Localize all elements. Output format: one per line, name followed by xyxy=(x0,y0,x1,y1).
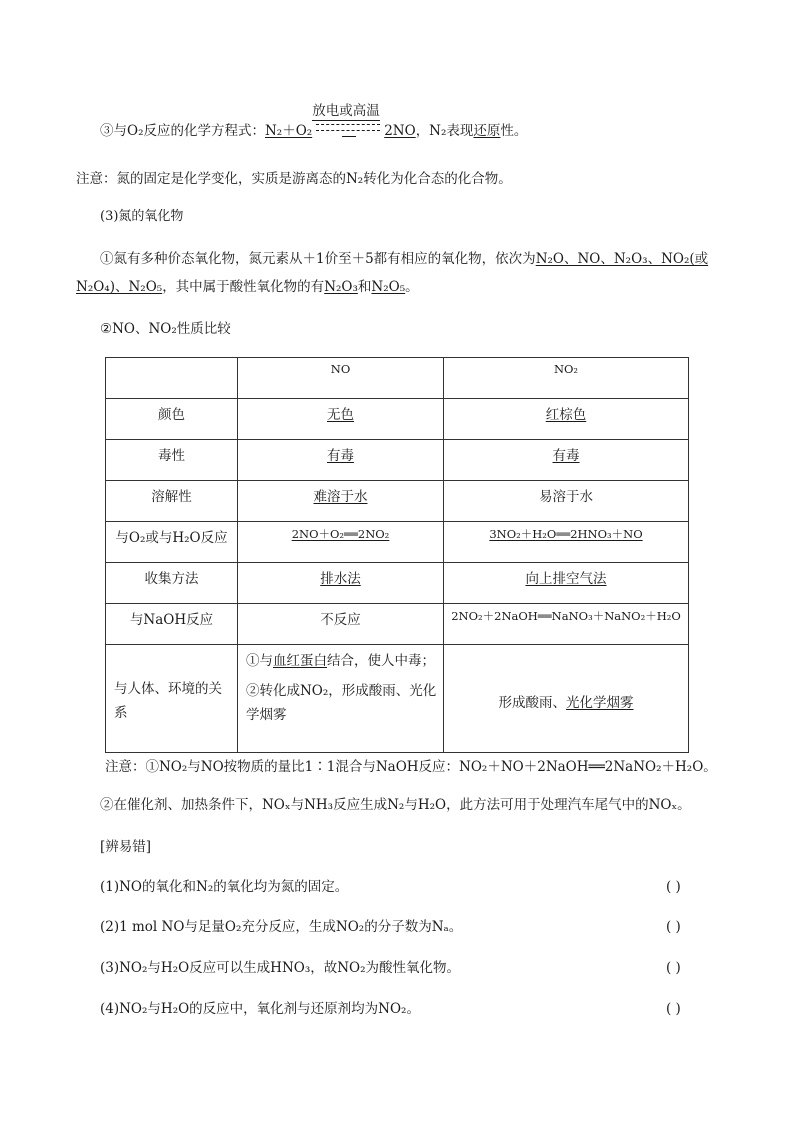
reaction-product: 2NO xyxy=(384,123,416,139)
oxides-mid: ，其中属于酸性氧化物的有 xyxy=(162,279,325,295)
no-color xyxy=(238,399,444,440)
reaction-line xyxy=(100,102,750,144)
answer-bracket-4[interactable]: ( ) xyxy=(666,1001,681,1017)
no-collection xyxy=(238,563,444,604)
equals-sign xyxy=(316,124,380,131)
no2-environment xyxy=(444,645,689,753)
row-label-environment: 与人体、环境的关系 xyxy=(106,645,238,753)
oxides-end: 。 xyxy=(405,279,419,295)
answer-bracket-2[interactable]: ( ) xyxy=(666,919,681,935)
no-environment xyxy=(238,645,444,753)
acidic-oxide-2: N₂O₅ xyxy=(371,279,406,295)
reaction-mid: ，N₂表现 xyxy=(415,123,474,139)
header-empty xyxy=(106,358,238,399)
table-row xyxy=(106,563,689,604)
row-label-naoh: 与NaOH反应 xyxy=(106,604,238,645)
list-item xyxy=(100,914,750,940)
condition-bar xyxy=(342,136,356,137)
comparison-table xyxy=(105,357,689,753)
no-collection-value: 排水法 xyxy=(320,571,361,587)
no2-toxicity-value: 有毒 xyxy=(552,448,580,464)
no-solubility-value: 难溶于水 xyxy=(313,489,368,505)
no2-env-pre: 形成酸雨、 xyxy=(498,694,566,711)
section-title-oxides: (3)氮的氧化物 xyxy=(100,209,184,224)
table-row xyxy=(106,440,689,481)
oxides-answer-1: N₂O、NO、N₂O₃、NO₂(或 xyxy=(535,251,709,267)
no-reaction-value: 2NO＋O₂══2NO₂ xyxy=(291,527,390,541)
no-solubility xyxy=(238,481,444,522)
list-item xyxy=(100,996,750,1022)
note-mixture-reaction: 注意：①NO₂与NO按物质的量比1∶1混合与NaOH反应：NO₂＋NO＋2NaOH══2NaNO₂＋H₂O。 xyxy=(105,759,717,775)
no2-toxicity xyxy=(444,440,689,481)
item-text-3: (3)NO₂与H₂O反应可以生成HNO₃，故NO₂为酸性氧化物。 xyxy=(100,960,461,976)
row-label-color: 颜色 xyxy=(106,399,238,440)
reaction-intro: ③与O₂反应的化学方程式： xyxy=(100,123,265,139)
no2-env-answer: 光化学烟雾 xyxy=(566,694,634,711)
table-row xyxy=(106,399,689,440)
no2-collection-value: 向上排空气法 xyxy=(525,571,607,587)
no-naoh: 不反应 xyxy=(238,604,444,645)
no2-color xyxy=(444,399,689,440)
reaction-answer: 还原 xyxy=(473,123,501,139)
item-text-1: (1)NO的氧化和N₂的氧化均为氮的固定。 xyxy=(100,879,349,895)
table-row xyxy=(106,645,689,753)
no-environment-a xyxy=(246,649,439,673)
no-env-a-post: 结合，使人中毒； xyxy=(327,653,435,669)
row-label-toxicity: 毒性 xyxy=(106,440,238,481)
reaction-tail: 性。 xyxy=(500,123,528,139)
oxides-para-line2 xyxy=(76,274,726,300)
no-toxicity xyxy=(238,440,444,481)
oxides-and: 和 xyxy=(357,279,372,295)
note-nitrogen-fixation: 注意：氮的固定是化学变化，实质是游离态的N₂转化为化合态的化合物。 xyxy=(76,171,512,187)
item-text-4: (4)NO₂与H₂O的反应中，氧化剂与还原剂均为NO₂。 xyxy=(100,1001,420,1017)
comparison-title: ②NO、NO₂性质比较 xyxy=(100,321,231,337)
no-env-a-answer: 血红蛋白 xyxy=(273,653,327,669)
header-no2: NO₂ xyxy=(444,358,689,399)
table-row xyxy=(106,481,689,522)
list-item xyxy=(100,955,750,981)
no-environment-b: ②转化成NO₂，形成酸雨、光化学烟雾 xyxy=(246,683,437,723)
row-label-reaction: 与O₂或与H₂O反应 xyxy=(106,522,238,563)
no2-solubility: 易溶于水 xyxy=(444,481,689,522)
no-reaction xyxy=(238,522,444,563)
reaction-reactants: N₂＋O₂ xyxy=(264,123,313,139)
item-text-2: (2)1 mol NO与足量O₂充分反应，生成NO₂的分子数为Nₐ。 xyxy=(100,919,463,935)
row-label-solubility: 溶解性 xyxy=(106,481,238,522)
answer-bracket-1[interactable]: ( ) xyxy=(666,879,681,895)
oxides-para-line1 xyxy=(100,246,750,272)
no-color-value: 无色 xyxy=(327,407,354,423)
table-row xyxy=(106,604,689,645)
note-catalyst: ②在催化剂、加热条件下，NOₓ与NH₃反应生成N₂与H₂O，此方法可用于处理汽车尾气中的NOₓ。 xyxy=(100,797,691,813)
oxides-intro: ①氮有多种价态氧化物，氮元素从＋1价至＋5都有相应的氧化物，依次为 xyxy=(100,251,536,267)
no2-reaction-value: 3NO₂＋H₂O══2HNO₃＋NO xyxy=(489,527,643,541)
oxides-answer-2: N₂O₄)、N₂O₅ xyxy=(76,279,163,295)
reaction-condition-arrow xyxy=(312,102,380,142)
header-no: NO xyxy=(238,358,444,399)
no2-naoh: 2NO₂＋2NaOH══NaNO₃＋NaNO₂＋H₂O xyxy=(444,604,689,645)
acidic-oxide-1: N₂O₃ xyxy=(324,279,358,295)
no-env-a-pre: ①与 xyxy=(246,653,273,669)
table-row xyxy=(106,522,689,563)
no2-color-value: 红棕色 xyxy=(545,407,587,423)
no-toxicity-value: 有毒 xyxy=(327,448,354,464)
no2-collection xyxy=(444,563,689,604)
reaction-condition: 放电或高温 xyxy=(312,102,380,119)
no2-reaction xyxy=(444,522,689,563)
row-label-collection: 收集方法 xyxy=(106,563,238,604)
section-bianyicuo: [辨易错] xyxy=(100,839,152,855)
table-header-row xyxy=(106,358,689,399)
list-item xyxy=(100,874,750,900)
answer-bracket-3[interactable]: ( ) xyxy=(666,960,681,976)
